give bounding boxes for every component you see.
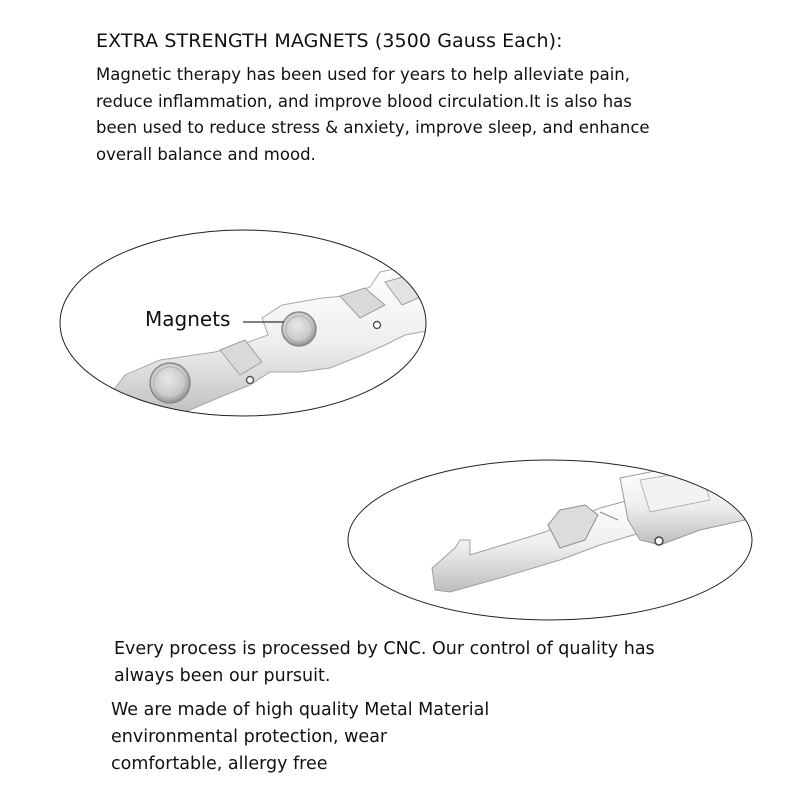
material-line: We are made of high quality Metal Material [111, 700, 490, 720]
intro-line: Magnetic therapy has been used for years to help alleviate pain, [96, 65, 631, 84]
magnets-callout-label: Magnets [145, 307, 231, 331]
intro-line: reduce inflammation, and improve blood circulation.It is also has [96, 91, 632, 111]
cnc-line: always been our pursuit. [114, 666, 331, 686]
cnc-paragraph [114, 636, 655, 690]
cnc-line: Every process is processed by CNC. Our control of quality has [114, 639, 655, 659]
intro-line: been used to reduce stress & anxiety, improve sleep, and enhance [96, 118, 650, 137]
material-paragraph [111, 697, 489, 778]
material-line: comfortable, allergy free [111, 754, 328, 774]
material-line: environmental protection, wear [111, 727, 388, 747]
bracelet-clasp-closeup [340, 455, 760, 625]
bracelet-magnets-closeup [60, 230, 432, 420]
section-heading: EXTRA STRENGTH MAGNETS (3500 Gauss Each): [96, 30, 563, 52]
intro-line: overall balance and mood. [96, 144, 316, 164]
